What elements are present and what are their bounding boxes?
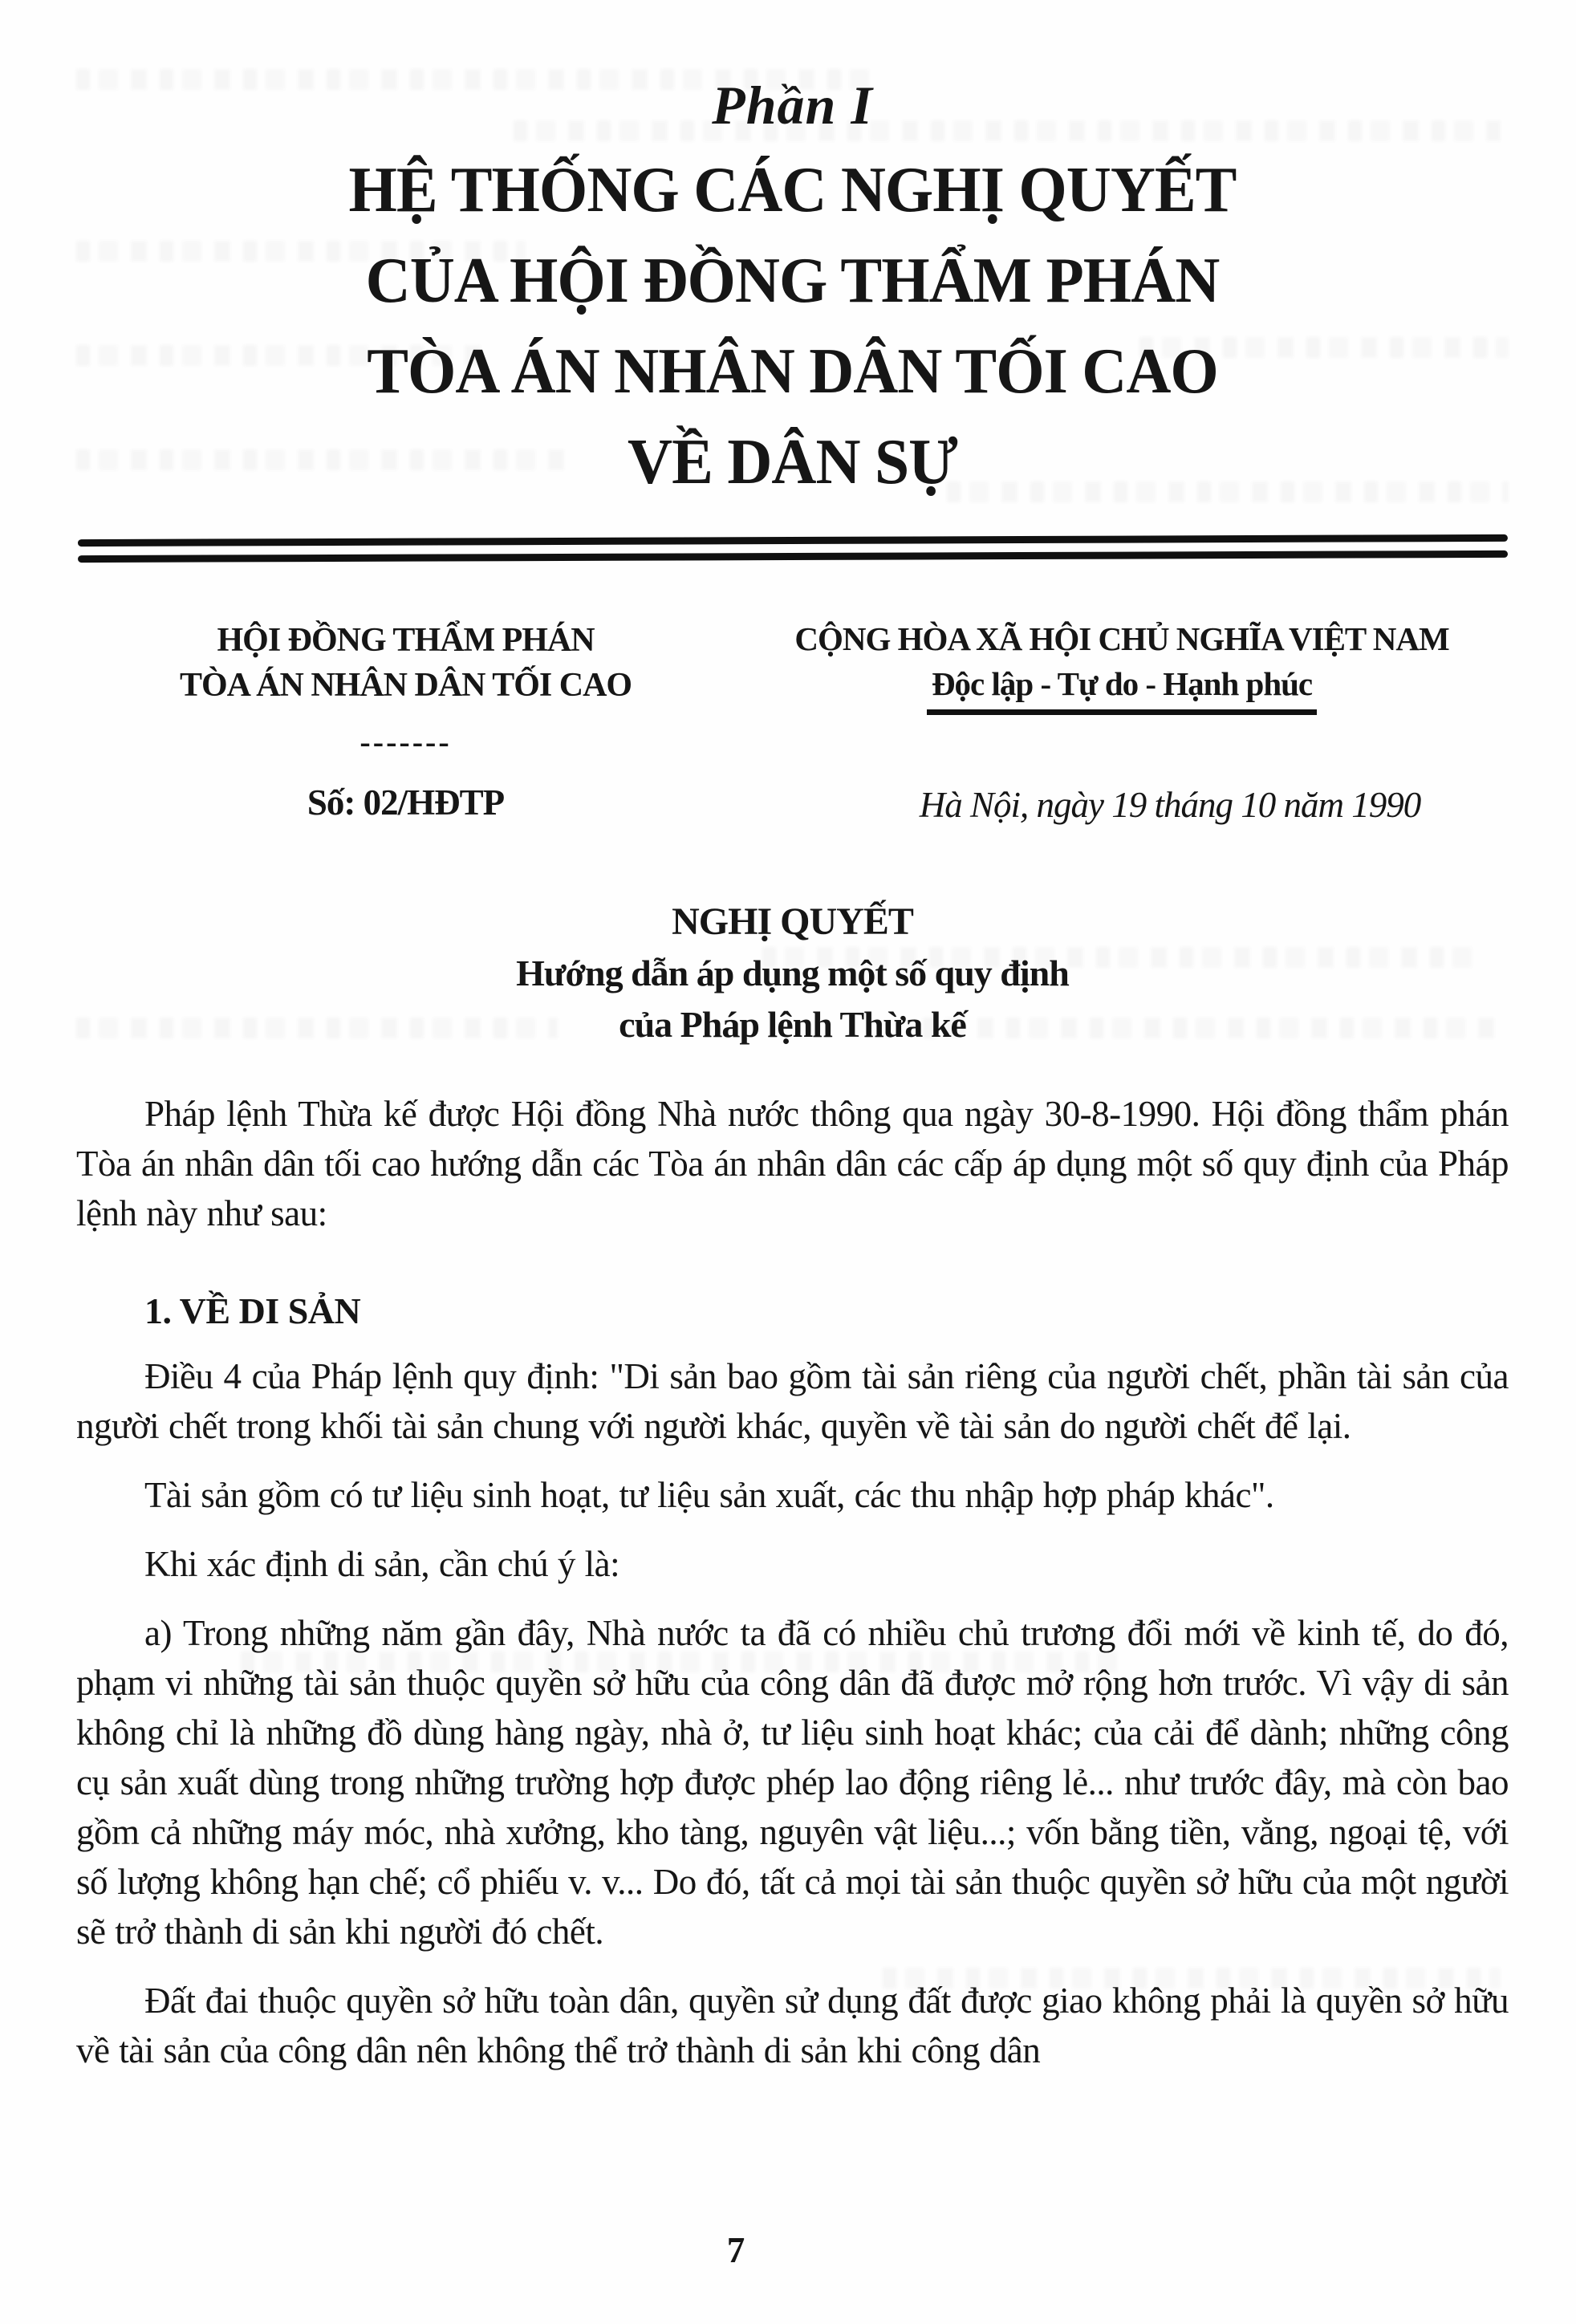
issuer-line: TÒA ÁN NHÂN DÂN TỐI CAO (179, 667, 632, 704)
intro-paragraph: Pháp lệnh Thừa kế được Hội đồng Nhà nước thông qua ngày 30-8-1990. Hội đồng thẩm phán Tòa án nhân dân tối cao hướng dẫn các Tòa án nhân dân các cấp áp dụng một số quy định của Pháp lệnh này như sau: (76, 1094, 1509, 1233)
document-number: Số: 02/HĐTP (307, 782, 505, 823)
body-paragraph: Đất đai thuộc quyền sở hữu toàn dân, quyền sử dụng đất được giao không phải là quyền sở hữu về tài sản của công dân nên không thể trở thành di sản khi công dân (76, 1981, 1509, 2070)
resolution-heading: NGHỊ QUYẾT (672, 900, 913, 943)
body-paragraph: Điều 4 của Pháp lệnh quy định: "Di sản bao gồm tài sản riêng của người chết, phần tài sản của người chết trong khối tài sản chung với người khác, quyền về tài sản do người chết để lại. (76, 1356, 1509, 1446)
issuer-name (76, 618, 735, 708)
title-line: VỀ DÂN SỰ (628, 427, 957, 498)
rule-bar (78, 551, 1508, 563)
issue-place-date: Hà Nội, ngày 19 tháng 10 năm 1990 (919, 785, 1421, 825)
page-number: 7 (726, 2230, 745, 2270)
title-line: HỆ THỐNG CÁC NGHỊ QUYẾT (348, 155, 1237, 225)
body-paragraph: Khi xác định di sản, cần chú ý là: (144, 1544, 620, 1584)
document-title (76, 145, 1509, 508)
body-paragraph: Tài sản gồm có tư liệu sinh hoạt, tư liệu sản xuất, các thu nhập hợp pháp khác". (144, 1475, 1274, 1515)
letterhead (76, 618, 1509, 826)
issuer-line: HỘI ĐỒNG THẨM PHÁN (217, 622, 595, 659)
issuer-block (76, 618, 735, 826)
motto-country-line: CỘNG HÒA XÃ HỘI CHỦ NGHĨA VIỆT NAM (794, 620, 1449, 657)
body-paragraph: a) Trong những năm gần đây, Nhà nước ta đã có nhiều chủ trương đổi mới về kinh tế, do đó, phạm vi những tài sản thuộc quyền sở hữu của công dân đã được mở rộng hơn trước. Vì vậy di sản không chỉ là những đồ dùng hàng ngày, nhà ở, tư liệu sinh hoạt khác; của cải để dành; những công cụ sản xuất dùng trong những trường hợp được phép lao động riêng lẻ... như trước đây, mà còn bao gồm cả những máy móc, nhà xưởng, kho tàng, nguyên vật liệu...; vốn bằng tiền, vằng, ngoại tệ, với số lượng không hạn chế; cổ phiếu v. v... Do đó, tất cả mọi tài sản thuộc quyền sở hữu của một người sẽ trở thành di sản khi người đó chết. (76, 1613, 1509, 1952)
title-line: TÒA ÁN NHÂN DÂN TỐI CAO (367, 336, 1218, 407)
title-line: CỦA HỘI ĐỒNG THẨM PHÁN (365, 246, 1220, 316)
resolution-subtitle-line: của Pháp lệnh Thừa kế (619, 1004, 966, 1045)
national-motto-block (735, 618, 1509, 826)
motto-values-wrap (735, 660, 1509, 715)
document-body (76, 1089, 1509, 2075)
issuer-separator: ------- (359, 724, 452, 760)
section-heading: 1. VỀ DI SẢN (144, 1290, 361, 1331)
double-rule-divider (77, 534, 1507, 563)
part-label: Phần I (712, 75, 873, 136)
rule-bar (77, 534, 1507, 546)
motto-values-line: Độc lập - Tự do - Hạnh phúc (927, 664, 1317, 715)
resolution-subtitle-line: Hướng dẫn áp dụng một số quy định (516, 953, 1069, 993)
